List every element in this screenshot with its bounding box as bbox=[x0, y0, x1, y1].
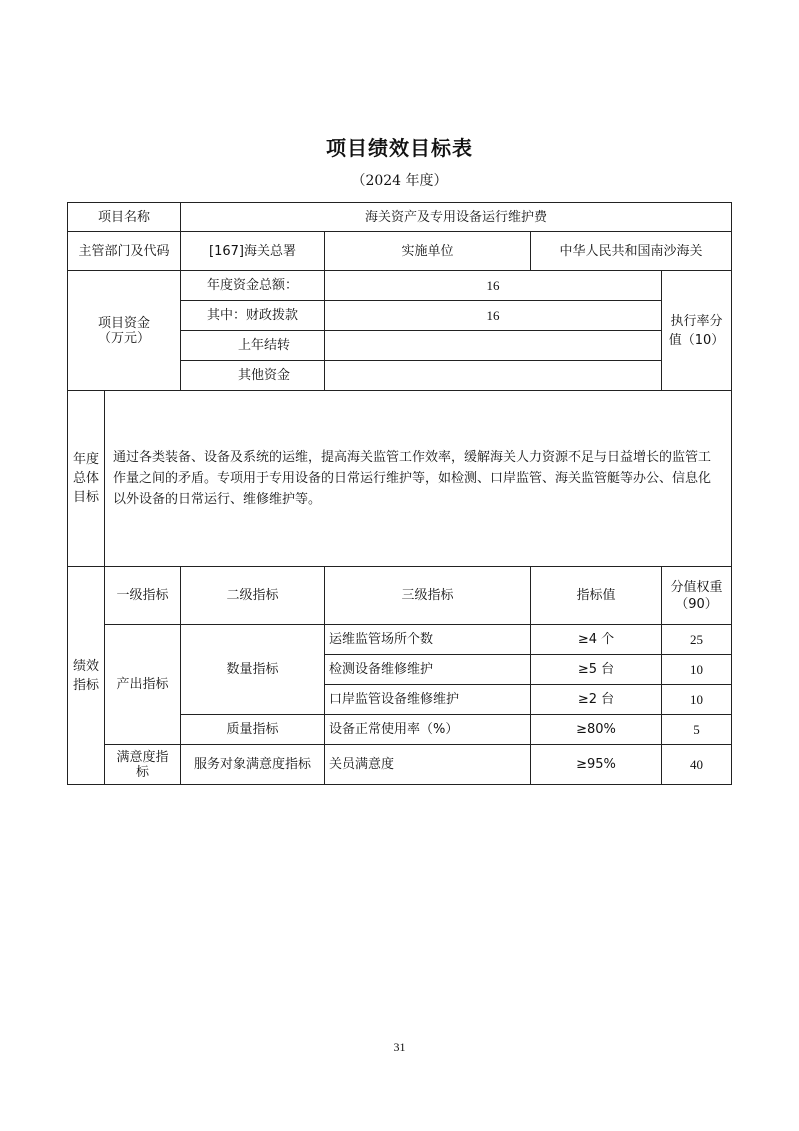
carryover-value bbox=[325, 331, 662, 361]
carryover-label: 上年结转 bbox=[181, 331, 325, 361]
header-level1: 一级指标 bbox=[105, 567, 181, 625]
table-row bbox=[68, 271, 732, 301]
fiscal-value: 16 bbox=[325, 301, 662, 331]
weight-cell: 10 bbox=[662, 685, 732, 715]
page-number: 31 bbox=[393, 1040, 406, 1054]
weight-cell: 10 bbox=[662, 655, 732, 685]
table-row bbox=[68, 567, 732, 625]
indicator-value-cell: ≥80% bbox=[531, 715, 662, 745]
table-row bbox=[68, 745, 732, 785]
indicator-value-cell: ≥95% bbox=[531, 745, 662, 785]
table-row bbox=[68, 625, 732, 655]
header-level3: 三级指标 bbox=[325, 567, 531, 625]
fiscal-label: 其中：财政拨款 bbox=[181, 301, 325, 331]
indicator-value-cell: ≥4 个 bbox=[531, 625, 662, 655]
impl-label: 实施单位 bbox=[325, 232, 531, 271]
exec-rate-label: 执行率分值（10） bbox=[662, 271, 732, 391]
level3-cell: 检测设备维修维护 bbox=[325, 655, 531, 685]
document-subtitle: （2024 年度） bbox=[351, 173, 448, 189]
performance-target-table bbox=[67, 202, 732, 785]
quality-label: 质量指标 bbox=[181, 715, 325, 745]
table-row bbox=[68, 232, 732, 271]
other-value bbox=[325, 361, 662, 391]
other-label: 其他资金 bbox=[181, 361, 325, 391]
level3-cell: 设备正常使用率（%） bbox=[325, 715, 531, 745]
level3-cell: 关员满意度 bbox=[325, 745, 531, 785]
dept-value: [167]海关总署 bbox=[181, 232, 325, 271]
output-label: 产出指标 bbox=[105, 625, 181, 745]
table-row bbox=[68, 391, 732, 567]
level3-cell: 口岸监管设备维修维护 bbox=[325, 685, 531, 715]
indicator-value-cell: ≥5 台 bbox=[531, 655, 662, 685]
service-label: 服务对象满意度指标 bbox=[181, 745, 325, 785]
satisfaction-label: 满意度指标 bbox=[105, 745, 181, 785]
project-name-value: 海关资产及专用设备运行维护费 bbox=[181, 203, 732, 232]
table-row bbox=[68, 203, 732, 232]
indicator-value-cell: ≥2 台 bbox=[531, 685, 662, 715]
header-weight: 分值权重（90） bbox=[662, 567, 732, 625]
goal-label: 年度总体目标 bbox=[68, 391, 105, 567]
weight-cell: 5 bbox=[662, 715, 732, 745]
annual-total-value: 16 bbox=[325, 271, 662, 301]
goal-text: 通过各类装备、设备及系统的运维，提高海关监管工作效率，缓解海关人力资源不足与日益增长的监管工作量之间的矛盾。专项用于专用设备的日常运行维护等，如检测、口岸监管、海关监管艇等办公、信息化以外设备的日常运行、维修维护等。 bbox=[105, 391, 732, 567]
weight-cell: 25 bbox=[662, 625, 732, 655]
header-level2: 二级指标 bbox=[181, 567, 325, 625]
header-indicator-value: 指标值 bbox=[531, 567, 662, 625]
dept-label: 主管部门及代码 bbox=[68, 232, 181, 271]
level3-cell: 运维监管场所个数 bbox=[325, 625, 531, 655]
quantity-label: 数量指标 bbox=[181, 625, 325, 715]
annual-total-label: 年度资金总额： bbox=[181, 271, 325, 301]
impl-value: 中华人民共和国南沙海关 bbox=[531, 232, 732, 271]
weight-cell: 40 bbox=[662, 745, 732, 785]
funds-label: 项目资金（万元） bbox=[68, 271, 181, 391]
project-name-label: 项目名称 bbox=[68, 203, 181, 232]
perf-label: 绩效指标 bbox=[68, 567, 105, 785]
document-title: 项目绩效目标表 bbox=[326, 136, 473, 160]
